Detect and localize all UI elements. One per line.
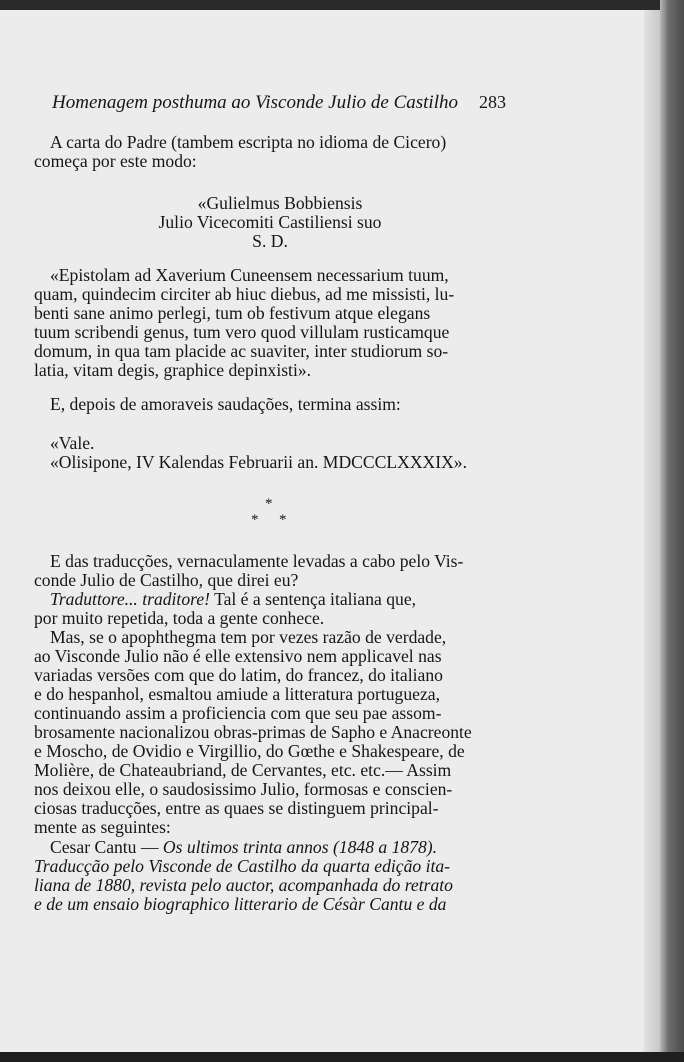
scan-top-edge <box>0 0 684 10</box>
closing-line-2: «Olisipone, IV Kalendas Februarii an. MDCCCLXXXIX». <box>50 452 467 472</box>
apophthegm-line-5: continuando assim a proficiencia com que seu pae assom- <box>34 703 442 723</box>
latin-closing <box>34 434 506 472</box>
separator-star-right: * <box>279 512 287 528</box>
latin-letter-quote <box>34 266 506 380</box>
apophthegm-paragraph <box>34 628 506 837</box>
salutation-line-3: S. D. <box>252 231 288 251</box>
salutation-line-2: Julio Vicecomiti Castiliensi suo <box>158 212 382 232</box>
italian-saying: Traduttore... traditore! <box>50 589 210 609</box>
intro-line-1: A carta do Padre (tambem escripta no idioma de Cicero) <box>50 132 447 152</box>
page-number: 283 <box>479 92 506 112</box>
separator-star-top: * <box>265 496 273 512</box>
apophthegm-line-1: Mas, se o apophthegma tem por vezes razão de verdade, <box>50 627 447 647</box>
letter-line-3: benti sane animo perlegi, tum ob festivum atque elegans <box>34 303 431 323</box>
apophthegm-line-7: e Moscho, de Ovidio e Virgillio, do Gœthe e Shakespeare, de <box>34 741 465 761</box>
closing-line-1: «Vale. <box>50 433 95 453</box>
closing-intro-line: E, depois de amoraveis saudações, termina assim: <box>50 394 401 414</box>
translations-line-3 <box>34 590 506 609</box>
separator-star-left: * <box>251 512 259 528</box>
latin-salutation <box>34 194 506 251</box>
apophthegm-line-4: e do hespanhol, esmaltou amiude a litteratura portugueza, <box>34 684 440 704</box>
apophthegm-line-8: Molière, de Chateaubriand, de Cervantes, etc. etc.— Assim <box>34 760 452 780</box>
letter-line-1: «Epistolam ad Xaverium Cuneensem necessarium tuum, <box>50 265 449 285</box>
cantu-line-2: Traducção pelo Visconde de Castilho da quarta edição ita- <box>34 856 451 876</box>
cantu-title: Os ultimos trinta annos (1848 a 1878). <box>162 837 438 857</box>
letter-line-2: quam, quindecim circiter ab hiuc diebus, ad me missisti, lu- <box>34 284 455 304</box>
translations-line-1: E das traducções, vernaculamente levadas a cabo pelo Vis- <box>50 551 464 571</box>
apophthegm-line-2: ao Visconde Julio não é elle extensivo nem applicavel nas <box>34 646 442 666</box>
apophthegm-line-9: nos deixou elle, o saudosissimo Julio, formosas e conscien- <box>34 779 453 799</box>
cantu-entry <box>34 838 506 914</box>
running-title: Homenagem posthuma ao Visconde Julio de Castilho <box>52 92 458 113</box>
closing-intro <box>34 395 506 414</box>
translations-paragraph <box>34 552 506 628</box>
salutation-line-1: «Gulielmus Bobbiensis <box>197 193 363 213</box>
translations-line-4: por muito repetida, toda a gente conhece. <box>34 608 325 628</box>
page-edge <box>644 10 660 1052</box>
section-separator <box>244 496 294 530</box>
running-header <box>52 92 506 114</box>
translations-line-2: conde Julio de Castilho, que direi eu? <box>34 570 299 590</box>
cantu-line-3: liana de 1880, revista pelo auctor, acompanhada do retrato <box>34 875 453 895</box>
scan-bottom-edge <box>0 1052 684 1062</box>
cantu-author: Cesar Cantu — <box>50 837 163 857</box>
apophthegm-line-10: ciosas traducções, entre as quaes se distinguem principal- <box>34 798 439 818</box>
apophthegm-line-6: brosamente nacionalizou obras-primas de Sapho e Anacreonte <box>34 722 472 742</box>
book-spine-shadow <box>660 0 684 1062</box>
translations-line-3-rest: Tal é a sentença italiana que, <box>209 589 417 609</box>
letter-line-6: latia, vitam degis, graphice depinxisti». <box>34 360 312 380</box>
apophthegm-line-3: variadas versões com que do latim, do francez, do italiano <box>34 665 443 685</box>
intro-line-2: começa por este modo: <box>34 151 197 171</box>
apophthegm-line-11: mente as seguintes: <box>34 817 171 837</box>
intro-paragraph <box>34 133 506 171</box>
letter-line-4: tuum scribendi genus, tum vero quod villulam rusticamque <box>34 322 450 342</box>
cantu-line-4: e de um ensaio biographico litterario de Césàr Cantu e da <box>34 894 447 914</box>
cantu-line-1 <box>34 838 506 857</box>
letter-line-5: domum, in qua tam placide ac suaviter, inter studiorum so- <box>34 341 449 361</box>
